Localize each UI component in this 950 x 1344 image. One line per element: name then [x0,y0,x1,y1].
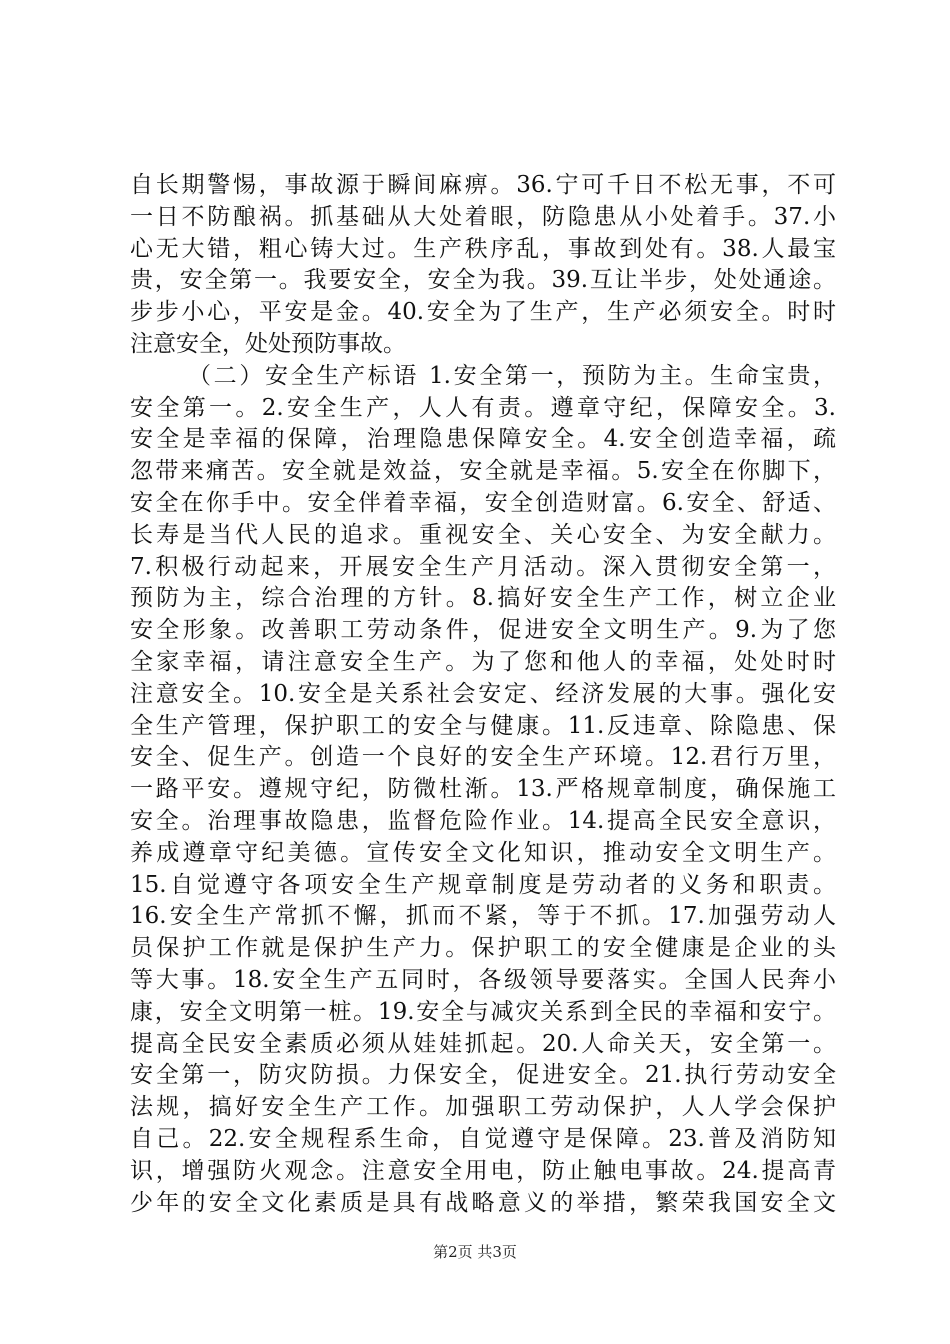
text-line: 贵，安全第一。我要安全，安全为我。39.互让半步，处处通途。 [130,267,836,294]
text-line: 安全在你手中。安全伴着幸福，安全创造财富。6.安全、舒适、 [130,489,836,516]
text-line: 全家幸福，请注意安全生产。为了您和他人的幸福，处处时时 [130,648,836,675]
text-line: 全生产管理，保护职工的安全与健康。11.反违章、除隐患、保 [130,712,836,739]
page-footer [0,1241,950,1262]
paragraph-1 [130,170,836,361]
text-line: 注意安全，处处预防事故。 [130,330,406,357]
page-number-label: 第2页 共3页 [433,1243,517,1261]
text-line: 安全是幸福的保障，治理隐患保障安全。4.安全创造幸福，疏 [130,426,836,453]
text-line: （二）安全生产标语 1.安全第一，预防为主。生命宝贵， [188,362,836,389]
text-line: 安全形象。改善职工劳动条件，促进安全文明生产。9.为了您 [130,617,836,644]
text-line: 一日不防酿祸。抓基础从大处着眼，防隐患从小处着手。37.小 [130,203,836,230]
text-line: 16.安全生产常抓不懈，抓而不紧，等于不抓。17.加强劳动人 [130,903,836,930]
text-line: 养成遵章守纪美德。宣传安全文化知识，推动安全文明生产。 [130,839,836,866]
text-line: 一路平安。遵规守纪，防微杜渐。13.严格规章制度，确保施工 [130,776,836,803]
text-line: 安全。治理事故隐患，监督危险作业。14.提高全民安全意识， [130,807,836,834]
text-line: 忽带来痛苦。安全就是效益，安全就是幸福。5.安全在你脚下， [130,458,836,485]
text-line: 等大事。18.安全生产五同时，各级领导要落实。全国人民奔小 [130,966,836,993]
text-line: 7.积极行动起来，开展安全生产月活动。深入贯彻安全第一， [130,553,836,580]
text-line: 预防为主，综合治理的方针。8.搞好安全生产工作，树立企业 [130,585,836,612]
text-line: 自己。22.安全规程系生命，自觉遵守是保障。23.普及消防知 [130,1125,836,1152]
text-line: 步步小心，平安是金。40.安全为了生产，生产必须安全。时时 [130,299,836,326]
paragraph-2 [130,361,836,1220]
text-line: 安全第一。2.安全生产，人人有责。遵章守纪，保障安全。3. [130,394,836,421]
text-line: 心无大错，粗心铸大过。生产秩序乱，事故到处有。38.人最宝 [130,235,836,262]
document-body [130,170,836,1219]
text-line: 少年的安全文化素质是具有战略意义的举措，繁荣我国安全文 [130,1189,836,1216]
text-line: 康，安全文明第一桩。19.安全与减灾关系到全民的幸福和安宁。 [130,998,836,1025]
text-line: 注意安全。10.安全是关系社会安定、经济发展的大事。强化安 [130,680,836,707]
text-line: 提高全民安全素质必须从娃娃抓起。20.人命关天，安全第一。 [130,1030,836,1057]
text-line: 法规，搞好安全生产工作。加强职工劳动保护，人人学会保护 [130,1094,836,1121]
text-line: 15.自觉遵守各项安全生产规章制度是劳动者的义务和职责。 [130,871,836,898]
text-line: 识，增强防火观念。注意安全用电，防止触电事故。24.提高青 [130,1157,836,1184]
text-line: 自长期警惕，事故源于瞬间麻痹。36.宁可千日不松无事，不可 [130,172,836,198]
text-line: 长寿是当代人民的追求。重视安全、关心安全、为安全献力。 [130,521,836,548]
text-line: 安全第一，防灾防损。力保安全，促进安全。21.执行劳动安全 [130,1062,836,1089]
text-line: 安全、促生产。创造一个良好的安全生产环境。12.君行万里， [130,744,836,771]
text-line: 员保护工作就是保护生产力。保护职工的安全健康是企业的头 [130,935,836,962]
